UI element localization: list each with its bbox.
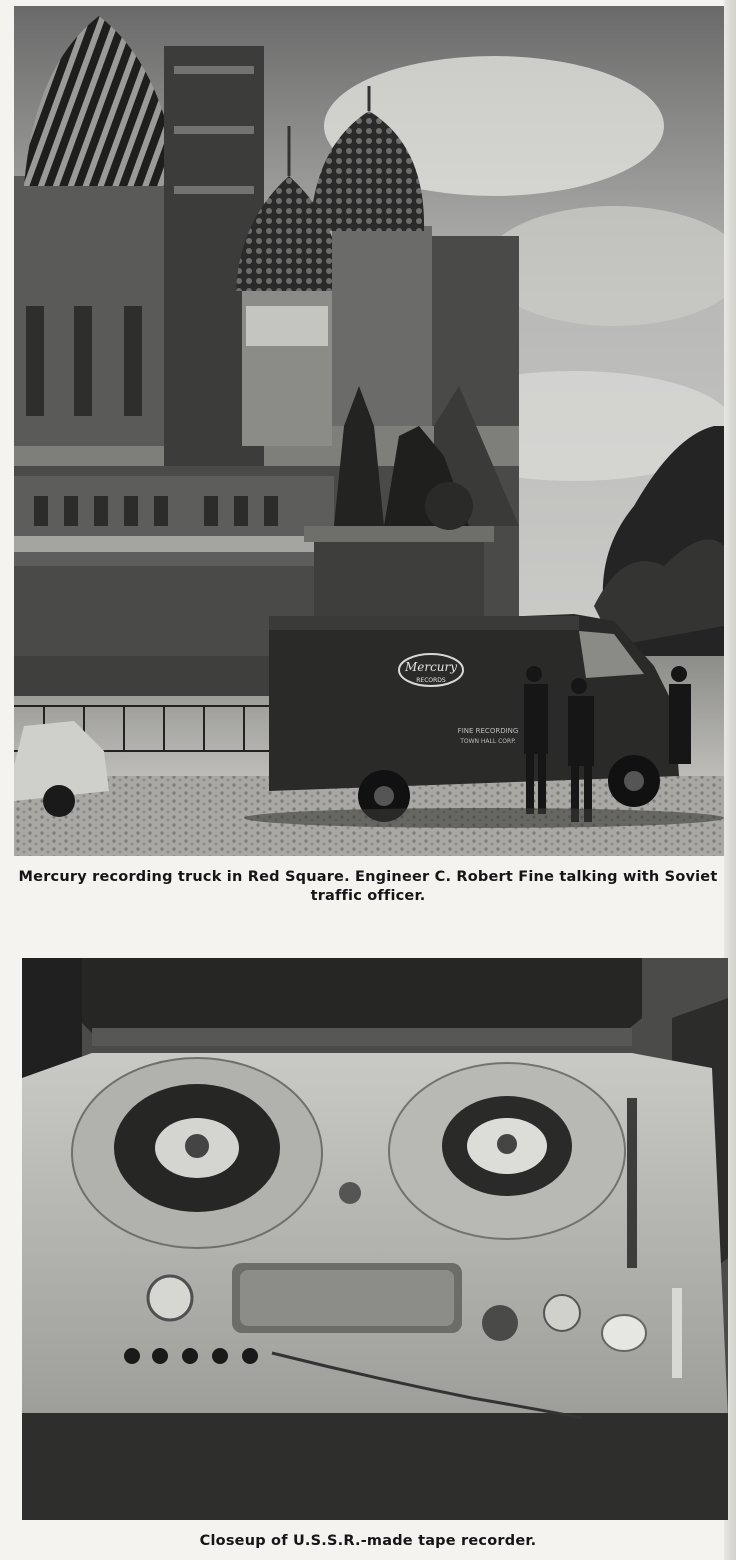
truck-logo-text: Mercury: [404, 660, 458, 674]
caption-red-square: Mercury recording truck in Red Square. Engineer C. Robert Fine talking with Soviet traffic officer.: [18, 869, 718, 904]
truck-side-text-1: FINE RECORDING: [457, 727, 519, 735]
truck-logo-subtext: RECORDS: [416, 677, 446, 684]
photo-tape-recorder: [22, 958, 728, 1520]
caption-tape-recorder: Closeup of U.S.S.R.-made tape recorder.: [199, 1533, 537, 1549]
photo-red-square-truck: [14, 6, 724, 856]
truck-side-text-2: TOWN HALL CORP.: [460, 738, 516, 745]
